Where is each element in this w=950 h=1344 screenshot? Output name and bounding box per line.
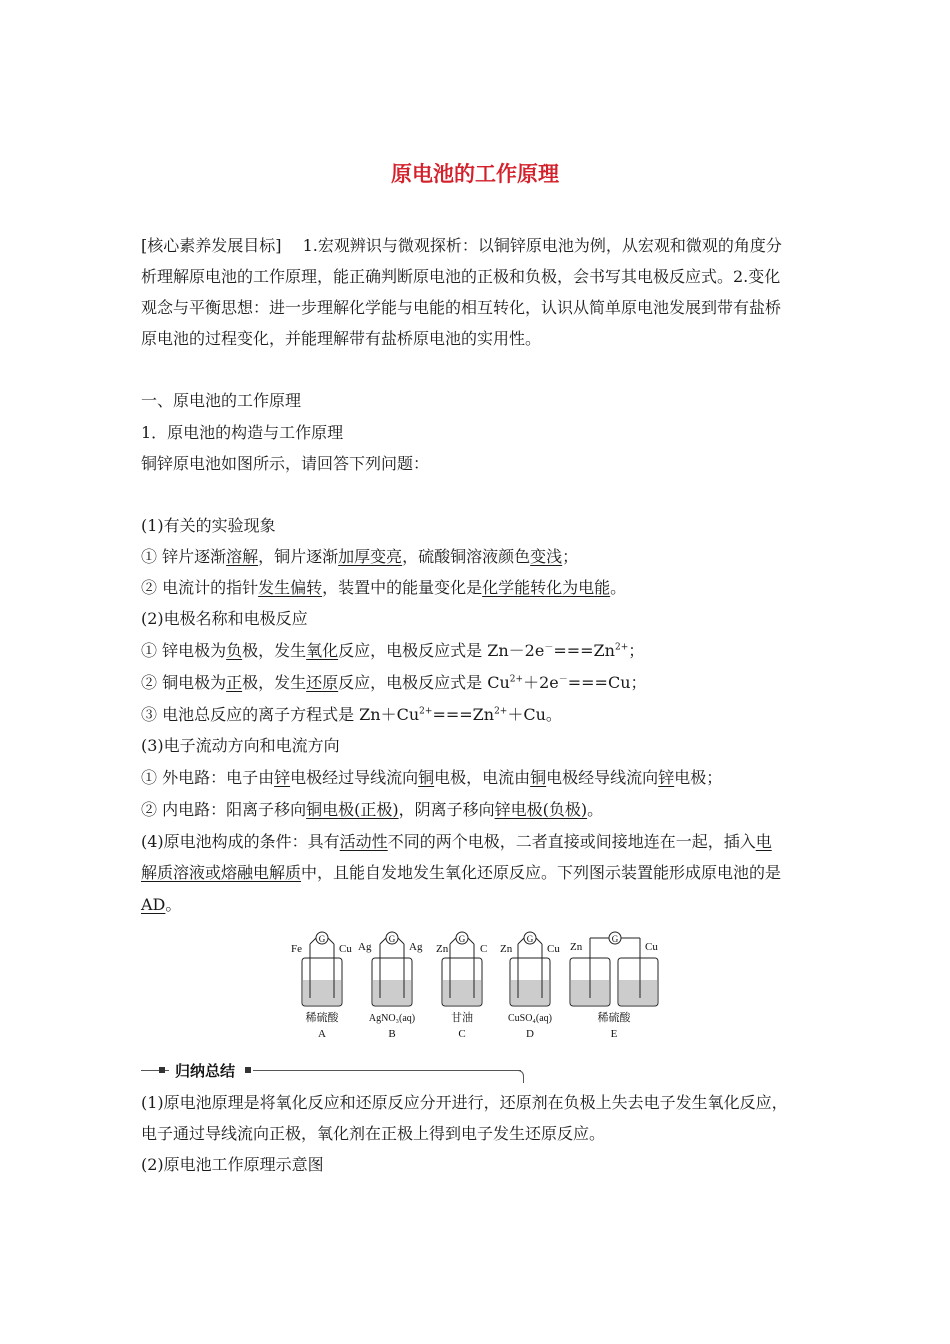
svg-text:C: C (480, 943, 488, 955)
svg-text:稀硫酸: 稀硫酸 (597, 1012, 631, 1024)
galvanic-cell-figure (288, 928, 668, 1046)
part2-heading: (2)电极名称和电极反应 (141, 609, 308, 628)
intro-line-2: 析理解原电池的工作原理，能正确判断原电池的正极和负极，会书写其电极反应式。2.变化 (141, 267, 781, 286)
part4-line-3: AD。 (141, 895, 182, 914)
svg-text:AgNO₃(aq): AgNO₃(aq) (368, 1013, 416, 1024)
part2-item-b: ② 铜电极为正极，发生还原反应，电极反应式是 $Cu^{2+}+2e^-===Cu$； (141, 673, 647, 692)
svg-text:Ag: Ag (409, 941, 423, 953)
svg-text:A: A (318, 1028, 326, 1040)
svg-text:Fe: Fe (291, 943, 302, 955)
intro-line-1: [核心素养发展目标] 1.宏观辨识与微观探析：以铜锌原电池为例，从宏观和微观的角度分 (141, 236, 782, 255)
summary-header (141, 1060, 521, 1084)
part3-item-b: ② 内电路：阳离子移向铜电极(正极)，阴离子移向锌电极(负极)。 (141, 800, 604, 819)
svg-text:Ag: Ag (358, 941, 372, 953)
summary-line-1: (1)原电池原理是将氧化反应和还原反应分开进行，还原剂在负极上失去电子发生氧化反应， (141, 1093, 788, 1112)
svg-text:G: G (318, 934, 326, 944)
summary-line-2: 电子通过导线流向正极，氧化剂在正极上得到电子发生还原反应。 (141, 1124, 606, 1143)
summary-label: 归纳总结 (171, 1060, 239, 1081)
svg-text:Cu: Cu (547, 943, 560, 955)
part1-item-a: ① 锌片逐渐溶解，铜片逐渐加厚变亮，硫酸铜溶液颜色变浅； (141, 547, 579, 566)
svg-text:甘油: 甘油 (451, 1012, 473, 1024)
svg-text:E: E (610, 1028, 618, 1040)
svg-text:Zn: Zn (570, 941, 583, 953)
svg-text:B: B (388, 1028, 396, 1040)
svg-text:G: G (458, 934, 466, 944)
part3-item-a: ① 外电路：电子由锌电极经过导线流向铜电极，电流由铜电极经导线流向锌电极； (141, 768, 723, 787)
intro-line-4: 原电池的过程变化，并能理解带有盐桥原电池的实用性。 (141, 329, 542, 348)
part2-item-c: ③ 电池总反应的离子方程式是 $Zn+Cu^{2+}===Zn^{2+}+Cu$。 (141, 705, 562, 724)
svg-text:C: C (458, 1028, 466, 1040)
section-heading: 一、原电池的工作原理 (141, 391, 302, 410)
part1-heading: (1)有关的实验现象 (141, 516, 276, 535)
page-title: 原电池的工作原理 (391, 162, 559, 186)
part3-heading: (3)电子流动方向和电流方向 (141, 736, 340, 755)
question-prompt: 铜锌原电池如图所示，请回答下列问题： (141, 454, 430, 473)
svg-text:CuSO₄(aq): CuSO₄(aq) (507, 1013, 553, 1024)
svg-text:Zn: Zn (436, 943, 449, 955)
svg-text:G: G (611, 934, 619, 944)
svg-text:D: D (526, 1028, 534, 1040)
svg-text:稀硫酸: 稀硫酸 (305, 1012, 339, 1024)
summary-line-3: (2)原电池工作原理示意图 (141, 1155, 324, 1174)
part1-item-b: ② 电流计的指针发生偏转，装置中的能量变化是化学能转化为电能。 (141, 578, 627, 597)
part4-line-2: 解质溶液或熔融电解质中，且能自发地发生氧化还原反应。下列图示装置能形成原电池的是 (141, 863, 782, 882)
part4-line-1: (4)原电池构成的条件：具有活动性不同的两个电极，二者直接或间接地连在一起，插入电 (141, 832, 772, 851)
svg-text:Cu: Cu (645, 941, 658, 953)
svg-text:Cu: Cu (339, 943, 352, 955)
svg-text:G: G (526, 934, 534, 944)
intro-line-3: 观念与平衡思想：进一步理解化学能与电能的相互转化，认识从简单原电池发展到带有盐桥 (141, 298, 782, 317)
svg-text:Zn: Zn (500, 943, 513, 955)
subsection-heading: 1．原电池的构造与工作原理 (141, 423, 344, 442)
part2-item-a: ① 锌电极为负极，发生氧化反应，电极反应式是 $Zn-2e^-===Zn^{2+}$； (141, 641, 645, 660)
svg-text:G: G (388, 934, 396, 944)
